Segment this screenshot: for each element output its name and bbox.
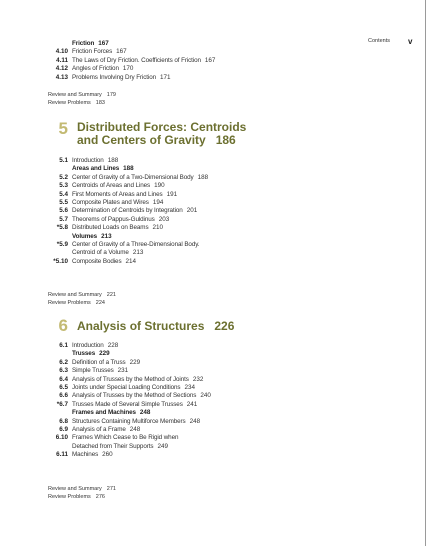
- toc-entry[interactable]: 5.1 Introduction 188: [59, 157, 119, 164]
- toc-entry[interactable]: 6.1 Introduction 228: [59, 342, 119, 349]
- page-number: v: [408, 37, 413, 46]
- chapter-6-heading[interactable]: [48, 318, 234, 335]
- toc-entry-continued[interactable]: Detached from Their Supports 249: [72, 442, 168, 450]
- chapter-5-review: [48, 292, 418, 307]
- toc-entry[interactable]: 6.4 Analysis of Trusses by the Method of Joints 232: [59, 375, 204, 383]
- review-summary-entry[interactable]: Review and Summary 221: [48, 292, 116, 298]
- toc-entry[interactable]: 5.6 Determination of Centroids by Integration 201: [59, 207, 198, 215]
- toc-entry[interactable]: 5.3 Centroids of Areas and Lines 190: [59, 182, 165, 190]
- chapter-title: Distributed Forces: Centroids and Centers of Gravity 186: [77, 120, 247, 147]
- section-heading[interactable]: Volumes 213: [72, 232, 112, 240]
- toc-entry[interactable]: 4.10 Friction Forces 167: [55, 48, 127, 56]
- toc-entry[interactable]: 6.9 Analysis of a Frame 248: [59, 426, 141, 434]
- toc-entry[interactable]: *5.10 Composite Bodies 214: [53, 257, 137, 265]
- section-heading[interactable]: Frames and Machines 248: [72, 409, 151, 417]
- toc-entry[interactable]: 5.7 Theorems of Pappus-Guldinus 203: [59, 215, 170, 223]
- toc-entry[interactable]: 6.5 Joints under Special Loading Conditions 234: [59, 384, 195, 392]
- toc-entry[interactable]: 6.6 Analysis of Trusses by the Method of Sections 240: [59, 392, 211, 400]
- toc-entry[interactable]: 6.10 Frames Which Cease to Be Rigid when: [55, 434, 179, 442]
- chapter-5-heading[interactable]: [48, 121, 246, 147]
- toc-entry[interactable]: *6.7 Trusses Made of Several Simple Trusses 241: [56, 400, 198, 408]
- page-edge: [425, 0, 426, 546]
- toc-entry[interactable]: 6.3 Simple Trusses 231: [59, 367, 129, 375]
- toc-entry[interactable]: 6.8 Structures Containing Multiforce Members 248: [59, 417, 201, 425]
- review-problems-entry[interactable]: Review Problems 276: [48, 493, 105, 500]
- toc-entry[interactable]: *5.8 Distributed Loads on Beams 210: [56, 224, 164, 232]
- chapter-5-entries: [48, 157, 418, 266]
- friction-section: [48, 40, 418, 82]
- toc-entry[interactable]: 5.4 First Moments of Areas and Lines 191: [59, 190, 178, 198]
- review-summary-entry[interactable]: Review and Summary 271: [48, 486, 116, 492]
- chapter-page: 186: [215, 133, 236, 147]
- running-title: Contents: [368, 38, 391, 44]
- section-heading-friction: Friction 167: [72, 40, 109, 47]
- toc-entry-continued[interactable]: Centroid of a Volume 213: [72, 249, 144, 257]
- review-problems-entry[interactable]: Review Problems 224: [48, 299, 105, 306]
- chapter-number: 6: [58, 316, 68, 335]
- review-summary-entry[interactable]: Review and Summary 179: [48, 92, 116, 98]
- toc-entry[interactable]: *5.9 Center of Gravity of a Three-Dimensional Body.: [56, 241, 200, 249]
- chapter-number: 5: [58, 119, 68, 138]
- toc-entry[interactable]: 5.2 Center of Gravity of a Two-Dimensional Body 188: [59, 173, 209, 181]
- chapter-title: Analysis of Structures 226: [77, 319, 235, 333]
- toc-entry[interactable]: 4.13 Problems Involving Dry Friction 171: [55, 73, 171, 81]
- chapter-6-entries: [48, 342, 418, 460]
- chapter-6-review: [48, 486, 418, 501]
- section-heading[interactable]: Trusses 229: [72, 350, 110, 358]
- toc-entry[interactable]: 4.11 The Laws of Dry Friction. Coefficients of Friction 167: [56, 56, 216, 64]
- friction-review: [48, 92, 418, 107]
- toc-entry[interactable]: 6.2 Definition of a Truss 229: [59, 358, 141, 366]
- toc-entry[interactable]: 4.12 Angles of Friction 170: [55, 65, 134, 73]
- section-heading[interactable]: Areas and Lines 188: [72, 165, 134, 173]
- review-problems-entry[interactable]: Review Problems 183: [48, 99, 105, 106]
- chapter-page: 226: [214, 319, 235, 333]
- toc-entry[interactable]: 6.11 Machines 260: [56, 451, 113, 459]
- toc-entry[interactable]: 5.5 Composite Plates and Wires 194: [59, 199, 164, 207]
